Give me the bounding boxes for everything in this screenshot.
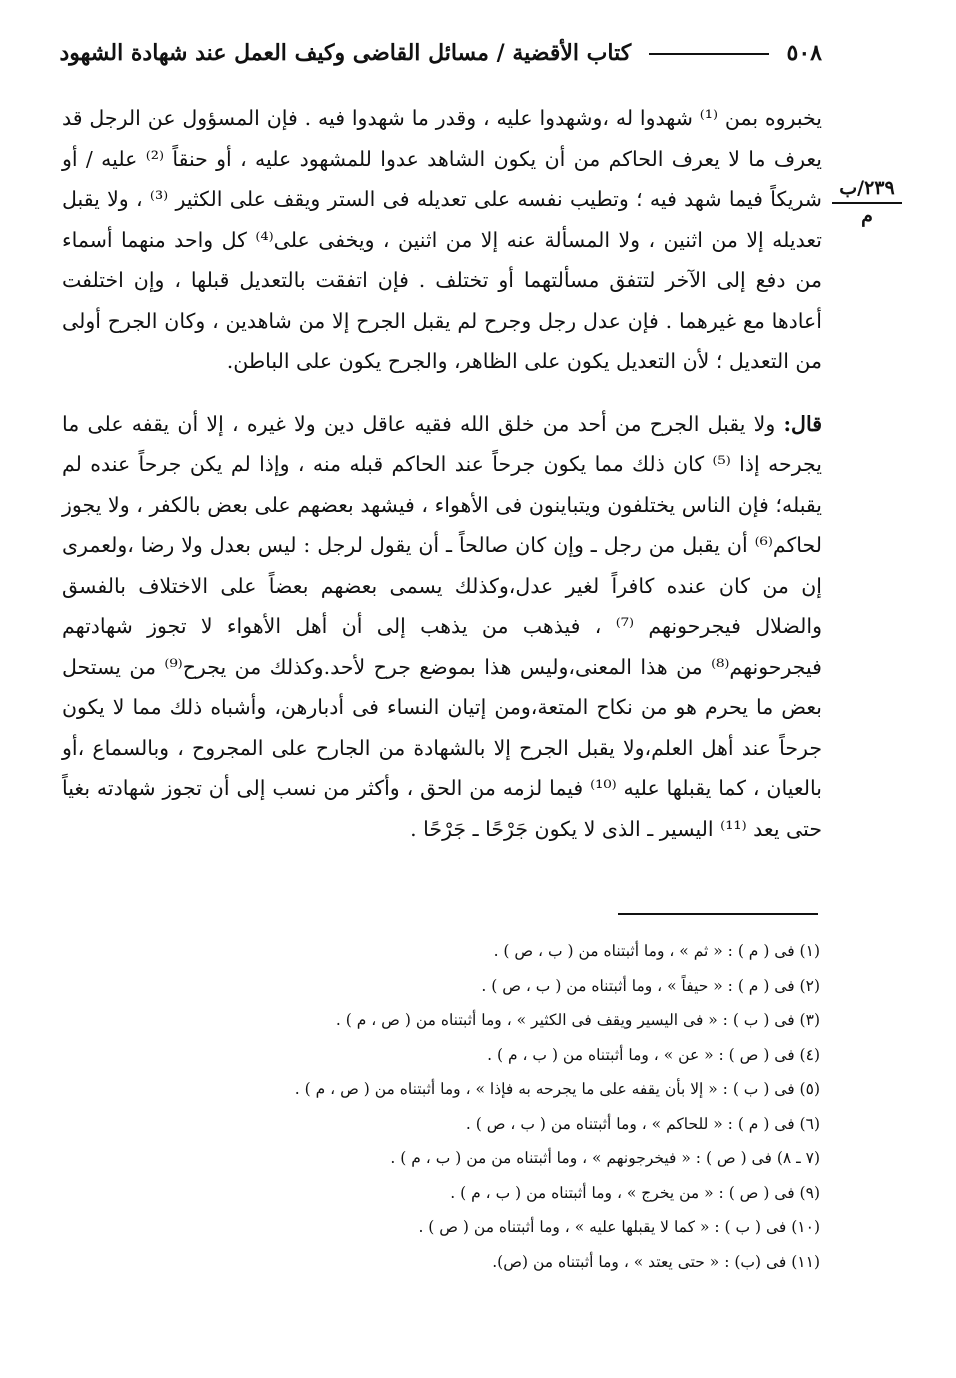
main-text xyxy=(62,98,822,849)
paragraph-2 xyxy=(62,404,822,850)
footnotes xyxy=(140,934,820,1279)
footnote-separator xyxy=(618,913,818,915)
paragraph-2-text: ولا يقبل الجرح من أحد من خلق الله فقيه عاقل دين ولا غيره ، إلا أن يقفه على ما يجرحه إذا ⁽⁵⁾ كان ذلك مما يكون جرحاً عند الحاكم قبله منه ، وإذا لم يكن جرحاً عنده لم يقبله؛ فإن الناس يختلفون ويتباينون فى الأهواء ، فيشهد بعضهم على بعض بالكفر ، ولا يجوز لحاكم⁽⁶⁾ أن يقبل من رجل ـ وإن كان صالحاً ـ أن يقول لرجل : ليس بعدل ولا رضا ،ولعمرى إن من كان عنده كافراً لغير عدل،وكذلك يسمى بعضهم بعضاً على الاختلاف بالفسق والضلال فيجرحونهم ⁽⁷⁾ ، فيذهب من يذهب إلى أن أهل الأهواء لا تجوز شهادتهم فيجرحونهم⁽⁸⁾ من هذا المعنى،وليس هذا بموضع جرح لأحد.وكذلك من يجرح⁽⁹⁾ من يستحل بعض ما يحرم هو من نكاح المتعة،ومن إتيان النساء فى أدبارهن، وأشباه ذلك مما لا يكون جرحاً عند أهل العلم،ولا يقبل الجرح إلا بالشهادة من الجارح على المجروح ، وبالسماع ،أو بالعيان ، كما يقبلها عليه ⁽¹⁰⁾ فيما لزمه من الحق ، وأكثر من نسب إلى أن تجوز شهادته بغياً حتى يعد ⁽¹¹⁾ اليسير ـ الذى لا يكون جَرْحًا ـ جَرْحًا . xyxy=(62,411,823,841)
paragraph-lead: قال: xyxy=(783,411,822,436)
footnote: (٢) فى ( م ) : « حيفاً » ، وما أثبتناه من ( ب ، ص ) . xyxy=(481,976,820,995)
folio-reference: ٢٣٩/ب xyxy=(832,176,902,204)
footnote: (١٠) فى ( ب ) : « كما لا يقبلها عليه » ، وما أثبتناه من ( ص ) . xyxy=(418,1218,820,1236)
page-header xyxy=(59,40,822,80)
manuscript-siglum: م xyxy=(861,205,873,227)
footnote: (٥) فى ( ب ) : « إلا بأن يقفه على ما يجرحه به فإذا » ، وما أثبتناه من ( ص ، م ) . xyxy=(294,1080,820,1098)
footnote: (١) فى ( م ) : « ثم » ، وما أثبتناه من ( ب ، ص ) . xyxy=(493,942,820,960)
footnote: (١١) فى (ب) : « حتى يعتد » ، وما أثبتناه من (ص). xyxy=(492,1252,820,1271)
footnote: (٦) فى ( م ) : « للحاكم » ، وما أثبتناه من ( ب ، ص ) . xyxy=(465,1114,820,1133)
manuscript-folio-note xyxy=(832,176,902,228)
page-number: ٥٠٨ xyxy=(786,40,822,66)
footnote: (٧ ـ ٨) فى ( ص ) : « فيخرجونهم » ، وما أثبتناه من من ( ب ، م ) . xyxy=(390,1149,820,1167)
header-rule xyxy=(649,53,769,55)
paragraph-1: يخبروه بمن ⁽¹⁾ شهدوا له ،وشهدوا عليه ، وقدر ما شهدوا فيه . فإن المسؤول عن الرجل قد يعرف ما لا يعرف الحاكم من أن يكون الشاهد عدوا للمشهود عليه ، أو حنقاً ⁽²⁾ عليه / أو شريكاً فيما شهد فيه ؛ وتطيب نفسه على تعديله فى الستر ويقف على الكثير ⁽³⁾ ، ولا يقبل تعديله إلا من اثنين ، ولا المسألة عنه إلا من اثنين ، ويخفى على⁽⁴⁾ كل واحد منهما أسماء من دفع إلى الآخر لتتفق مسألتهما أو تختلف . فإن اتفقت بالتعديل قبلها ، وإن اختلفت أعادها مع غيرهما . فإن عدل رجل وجرح لم يقبل الجرح إلا من شاهدين ، وكان الجرح أولى من التعديل ؛ لأن التعديل يكون على الظاهر، والجرح يكون على الباطن. xyxy=(62,106,822,373)
footnote: (٣) فى ( ب ) : « فى اليسير ويقف فى الكثير » ، وما أثبتناه من ( ص ، م ) . xyxy=(335,1011,820,1029)
running-title: كتاب الأقضية / مسائل القاضى وكيف العمل عند شهادة الشهود xyxy=(59,40,632,66)
footnote: (٤) فى ( ص ) : « عن » ، وما أثبتناه من ( ب ، م ) . xyxy=(487,1045,820,1064)
footnote: (٩) فى ( ص ) : « من يخرج » ، وما أثبتناه من ( ب ، م ) . xyxy=(450,1183,820,1202)
